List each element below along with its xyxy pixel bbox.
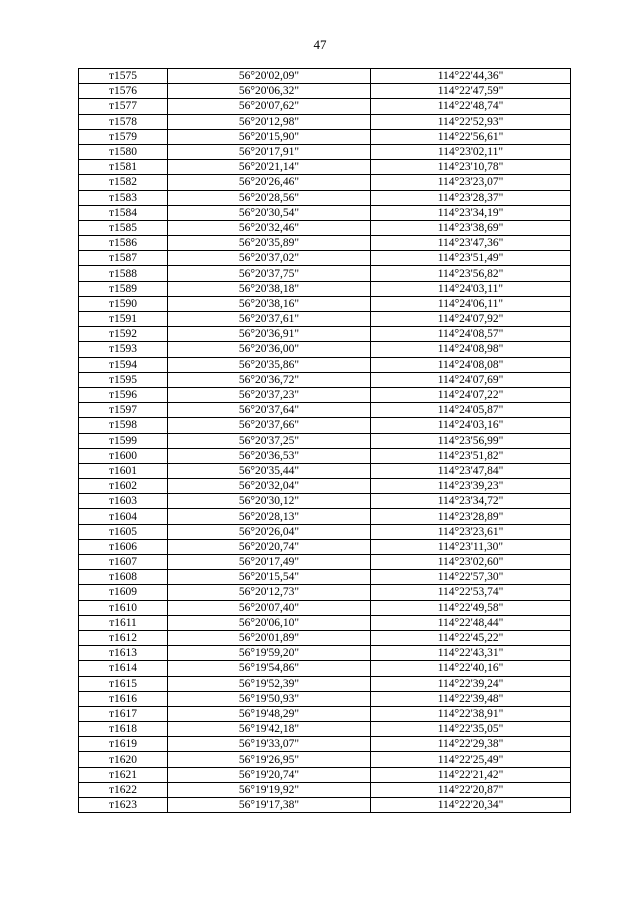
latitude-cell: 56°20'02,09" <box>168 69 371 84</box>
latitude-cell: 56°20'37,64" <box>168 403 371 418</box>
longitude-cell: 114°24'08,98" <box>371 342 571 357</box>
table-row <box>79 114 571 129</box>
latitude-cell: 56°20'12,98" <box>168 114 371 129</box>
latitude-cell: 56°20'28,13" <box>168 509 371 524</box>
longitude-cell: 114°22'20,34" <box>371 798 571 813</box>
point-id-cell: т1588 <box>79 266 168 281</box>
point-id-cell: т1613 <box>79 646 168 661</box>
latitude-cell: 56°20'37,75" <box>168 266 371 281</box>
latitude-cell: 56°20'12,73" <box>168 585 371 600</box>
table-row <box>79 129 571 144</box>
table-row <box>79 676 571 691</box>
table-row <box>79 84 571 99</box>
table-row <box>79 433 571 448</box>
longitude-cell: 114°23'34,72" <box>371 494 571 509</box>
latitude-cell: 56°20'26,46" <box>168 175 371 190</box>
table-row <box>79 615 571 630</box>
latitude-cell: 56°20'32,04" <box>168 479 371 494</box>
table-row <box>79 205 571 220</box>
point-id-cell: т1614 <box>79 661 168 676</box>
longitude-cell: 114°22'56,61" <box>371 129 571 144</box>
point-id-cell: т1589 <box>79 281 168 296</box>
point-id-cell: т1604 <box>79 509 168 524</box>
table-row <box>79 296 571 311</box>
point-id-cell: т1594 <box>79 357 168 372</box>
point-id-cell: т1608 <box>79 570 168 585</box>
table-row <box>79 539 571 554</box>
latitude-cell: 56°20'37,25" <box>168 433 371 448</box>
longitude-cell: 114°24'06,11" <box>371 296 571 311</box>
latitude-cell: 56°19'59,20" <box>168 646 371 661</box>
page-number: 47 <box>313 37 327 52</box>
latitude-cell: 56°19'52,39" <box>168 676 371 691</box>
latitude-cell: 56°20'26,04" <box>168 524 371 539</box>
longitude-cell: 114°24'03,11" <box>371 281 571 296</box>
table-row <box>79 281 571 296</box>
longitude-cell: 114°23'51,49" <box>371 251 571 266</box>
point-id-cell: т1596 <box>79 387 168 402</box>
point-id-cell: т1597 <box>79 403 168 418</box>
latitude-cell: 56°20'38,18" <box>168 281 371 296</box>
longitude-cell: 114°23'51,82" <box>371 448 571 463</box>
point-id-cell: т1618 <box>79 722 168 737</box>
point-id-cell: т1602 <box>79 479 168 494</box>
latitude-cell: 56°20'37,61" <box>168 312 371 327</box>
longitude-cell: 114°23'38,69" <box>371 220 571 235</box>
table-row <box>79 236 571 251</box>
point-id-cell: т1616 <box>79 691 168 706</box>
longitude-cell: 114°22'35,05" <box>371 722 571 737</box>
latitude-cell: 56°19'26,95" <box>168 752 371 767</box>
point-id-cell: т1615 <box>79 676 168 691</box>
coordinates-table-body <box>79 69 571 813</box>
table-row <box>79 327 571 342</box>
longitude-cell: 114°23'28,37" <box>371 190 571 205</box>
table-row <box>79 357 571 372</box>
longitude-cell: 114°23'56,82" <box>371 266 571 281</box>
longitude-cell: 114°22'39,48" <box>371 691 571 706</box>
longitude-cell: 114°22'43,31" <box>371 646 571 661</box>
longitude-cell: 114°23'56,99" <box>371 433 571 448</box>
longitude-cell: 114°24'07,92" <box>371 312 571 327</box>
table-row <box>79 175 571 190</box>
longitude-cell: 114°22'48,74" <box>371 99 571 114</box>
point-id-cell: т1601 <box>79 463 168 478</box>
longitude-cell: 114°24'05,87" <box>371 403 571 418</box>
latitude-cell: 56°20'36,91" <box>168 327 371 342</box>
longitude-cell: 114°22'20,87" <box>371 782 571 797</box>
latitude-cell: 56°20'17,91" <box>168 144 371 159</box>
point-id-cell: т1576 <box>79 84 168 99</box>
latitude-cell: 56°19'48,29" <box>168 706 371 721</box>
latitude-cell: 56°20'06,10" <box>168 615 371 630</box>
latitude-cell: 56°20'28,56" <box>168 190 371 205</box>
table-row <box>79 555 571 570</box>
table-row <box>79 251 571 266</box>
point-id-cell: т1622 <box>79 782 168 797</box>
point-id-cell: т1605 <box>79 524 168 539</box>
latitude-cell: 56°20'15,54" <box>168 570 371 585</box>
latitude-cell: 56°19'19,92" <box>168 782 371 797</box>
latitude-cell: 56°20'06,32" <box>168 84 371 99</box>
latitude-cell: 56°19'50,93" <box>168 691 371 706</box>
point-id-cell: т1581 <box>79 160 168 175</box>
latitude-cell: 56°20'36,00" <box>168 342 371 357</box>
table-row <box>79 630 571 645</box>
longitude-cell: 114°23'28,89" <box>371 509 571 524</box>
table-row <box>79 342 571 357</box>
latitude-cell: 56°20'32,46" <box>168 220 371 235</box>
longitude-cell: 114°22'52,93" <box>371 114 571 129</box>
longitude-cell: 114°22'48,44" <box>371 615 571 630</box>
longitude-cell: 114°23'47,84" <box>371 463 571 478</box>
longitude-cell: 114°22'53,74" <box>371 585 571 600</box>
table-row <box>79 418 571 433</box>
table-row <box>79 266 571 281</box>
point-id-cell: т1606 <box>79 539 168 554</box>
table-row <box>79 220 571 235</box>
longitude-cell: 114°22'21,42" <box>371 767 571 782</box>
point-id-cell: т1611 <box>79 615 168 630</box>
point-id-cell: т1600 <box>79 448 168 463</box>
latitude-cell: 56°20'37,23" <box>168 387 371 402</box>
table-row <box>79 600 571 615</box>
point-id-cell: т1612 <box>79 630 168 645</box>
point-id-cell: т1609 <box>79 585 168 600</box>
longitude-cell: 114°24'08,08" <box>371 357 571 372</box>
latitude-cell: 56°20'15,90" <box>168 129 371 144</box>
point-id-cell: т1579 <box>79 129 168 144</box>
latitude-cell: 56°20'35,44" <box>168 463 371 478</box>
longitude-cell: 114°24'07,22" <box>371 387 571 402</box>
point-id-cell: т1583 <box>79 190 168 205</box>
table-row <box>79 661 571 676</box>
coordinates-table <box>78 68 571 813</box>
point-id-cell: т1578 <box>79 114 168 129</box>
latitude-cell: 56°19'42,18" <box>168 722 371 737</box>
table-row <box>79 782 571 797</box>
point-id-cell: т1619 <box>79 737 168 752</box>
point-id-cell: т1620 <box>79 752 168 767</box>
latitude-cell: 56°20'17,49" <box>168 555 371 570</box>
point-id-cell: т1592 <box>79 327 168 342</box>
table-row <box>79 585 571 600</box>
longitude-cell: 114°23'23,07" <box>371 175 571 190</box>
latitude-cell: 56°20'07,62" <box>168 99 371 114</box>
table-row <box>79 646 571 661</box>
point-id-cell: т1621 <box>79 767 168 782</box>
longitude-cell: 114°22'29,38" <box>371 737 571 752</box>
longitude-cell: 114°24'03,16" <box>371 418 571 433</box>
table-row <box>79 403 571 418</box>
table-row <box>79 722 571 737</box>
point-id-cell: т1591 <box>79 312 168 327</box>
point-id-cell: т1607 <box>79 555 168 570</box>
table-row <box>79 767 571 782</box>
latitude-cell: 56°20'37,66" <box>168 418 371 433</box>
longitude-cell: 114°22'38,91" <box>371 706 571 721</box>
table-row <box>79 737 571 752</box>
longitude-cell: 114°23'02,11" <box>371 144 571 159</box>
longitude-cell: 114°23'02,60" <box>371 555 571 570</box>
table-row <box>79 99 571 114</box>
table-row <box>79 69 571 84</box>
point-id-cell: т1577 <box>79 99 168 114</box>
latitude-cell: 56°20'36,72" <box>168 372 371 387</box>
longitude-cell: 114°22'47,59" <box>371 84 571 99</box>
table-row <box>79 479 571 494</box>
latitude-cell: 56°19'17,38" <box>168 798 371 813</box>
latitude-cell: 56°19'54,86" <box>168 661 371 676</box>
point-id-cell: т1603 <box>79 494 168 509</box>
latitude-cell: 56°20'35,86" <box>168 357 371 372</box>
point-id-cell: т1599 <box>79 433 168 448</box>
point-id-cell: т1623 <box>79 798 168 813</box>
longitude-cell: 114°24'07,69" <box>371 372 571 387</box>
latitude-cell: 56°20'30,12" <box>168 494 371 509</box>
point-id-cell: т1590 <box>79 296 168 311</box>
point-id-cell: т1593 <box>79 342 168 357</box>
point-id-cell: т1580 <box>79 144 168 159</box>
table-row <box>79 570 571 585</box>
latitude-cell: 56°19'20,74" <box>168 767 371 782</box>
point-id-cell: т1585 <box>79 220 168 235</box>
point-id-cell: т1587 <box>79 251 168 266</box>
longitude-cell: 114°23'11,30" <box>371 539 571 554</box>
table-row <box>79 706 571 721</box>
longitude-cell: 114°24'08,57" <box>371 327 571 342</box>
table-row <box>79 160 571 175</box>
point-id-cell: т1575 <box>79 69 168 84</box>
table-row <box>79 448 571 463</box>
latitude-cell: 56°20'07,40" <box>168 600 371 615</box>
table-row <box>79 752 571 767</box>
longitude-cell: 114°22'25,49" <box>371 752 571 767</box>
table-row <box>79 524 571 539</box>
latitude-cell: 56°20'21,14" <box>168 160 371 175</box>
point-id-cell: т1617 <box>79 706 168 721</box>
longitude-cell: 114°23'10,78" <box>371 160 571 175</box>
latitude-cell: 56°20'37,02" <box>168 251 371 266</box>
latitude-cell: 56°20'36,53" <box>168 448 371 463</box>
point-id-cell: т1598 <box>79 418 168 433</box>
longitude-cell: 114°23'34,19" <box>371 205 571 220</box>
table-row <box>79 372 571 387</box>
table-row <box>79 463 571 478</box>
table-row <box>79 691 571 706</box>
longitude-cell: 114°22'45,22" <box>371 630 571 645</box>
latitude-cell: 56°19'33,07" <box>168 737 371 752</box>
latitude-cell: 56°20'35,89" <box>168 236 371 251</box>
latitude-cell: 56°20'38,16" <box>168 296 371 311</box>
longitude-cell: 114°23'47,36" <box>371 236 571 251</box>
table-row <box>79 387 571 402</box>
table-row <box>79 144 571 159</box>
longitude-cell: 114°22'40,16" <box>371 661 571 676</box>
latitude-cell: 56°20'20,74" <box>168 539 371 554</box>
table-row <box>79 190 571 205</box>
longitude-cell: 114°22'57,30" <box>371 570 571 585</box>
latitude-cell: 56°20'01,89" <box>168 630 371 645</box>
table-row <box>79 494 571 509</box>
point-id-cell: т1610 <box>79 600 168 615</box>
point-id-cell: т1595 <box>79 372 168 387</box>
longitude-cell: 114°23'39,23" <box>371 479 571 494</box>
latitude-cell: 56°20'30,54" <box>168 205 371 220</box>
table-row <box>79 798 571 813</box>
point-id-cell: т1582 <box>79 175 168 190</box>
longitude-cell: 114°22'39,24" <box>371 676 571 691</box>
longitude-cell: 114°22'44,36" <box>371 69 571 84</box>
table-row <box>79 509 571 524</box>
table-row <box>79 312 571 327</box>
point-id-cell: т1586 <box>79 236 168 251</box>
longitude-cell: 114°23'23,61" <box>371 524 571 539</box>
point-id-cell: т1584 <box>79 205 168 220</box>
longitude-cell: 114°22'49,58" <box>371 600 571 615</box>
